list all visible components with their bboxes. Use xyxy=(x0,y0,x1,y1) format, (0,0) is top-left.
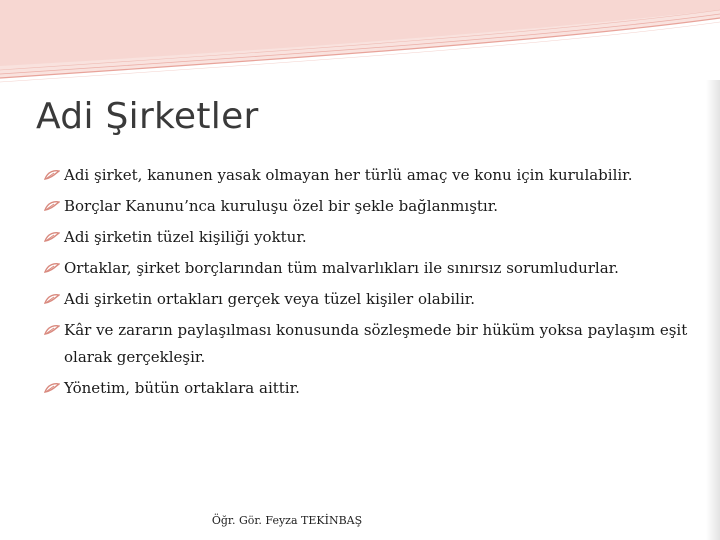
leaf-bullet-icon xyxy=(44,382,60,394)
leaf-bullet-icon xyxy=(44,293,60,305)
bullet-item xyxy=(44,162,704,189)
bullet-text: Yönetim, bütün ortaklara aittir. xyxy=(64,379,300,397)
leaf-bullet-icon xyxy=(44,169,60,181)
bullet-text: Adi şirket, kanunen yasak olmayan her türlü amaç ve konu için kurulabilir. xyxy=(64,166,633,184)
bullet-item xyxy=(44,193,704,220)
bullet-item xyxy=(44,255,704,282)
leaf-bullet-icon xyxy=(44,262,60,274)
bullet-item xyxy=(44,375,704,402)
side-shadow xyxy=(706,80,720,540)
header-decoration xyxy=(0,0,720,90)
leaf-bullet-icon xyxy=(44,200,60,212)
leaf-bullet-icon xyxy=(44,231,60,243)
footer-author: Öğr. Gör. Feyza TEKİNBAŞ xyxy=(211,514,363,527)
bullet-list xyxy=(44,162,704,406)
bullet-text: Adi şirketin tüzel kişiliği yoktur. xyxy=(64,228,307,246)
bullet-item xyxy=(44,317,704,371)
bullet-item xyxy=(44,224,704,251)
bullet-text: Kâr ve zararın paylaşılması konusunda sözleşmede bir hüküm yoksa paylaşım eşit olarak gerçekleşir. xyxy=(64,321,688,366)
footer xyxy=(0,514,720,527)
slide-title: Adi Şirketler xyxy=(36,96,259,137)
bullet-text: Adi şirketin ortakları gerçek veya tüzel kişiler olabilir. xyxy=(64,290,476,308)
leaf-bullet-icon xyxy=(44,324,60,336)
bullet-item xyxy=(44,286,704,313)
bullet-text: Ortaklar, şirket borçlarından tüm malvarlıkları ile sınırsız sorumludurlar. xyxy=(64,259,619,277)
bullet-text: Borçlar Kanunu’nca kuruluşu özel bir şekle bağlanmıştır. xyxy=(64,197,499,215)
